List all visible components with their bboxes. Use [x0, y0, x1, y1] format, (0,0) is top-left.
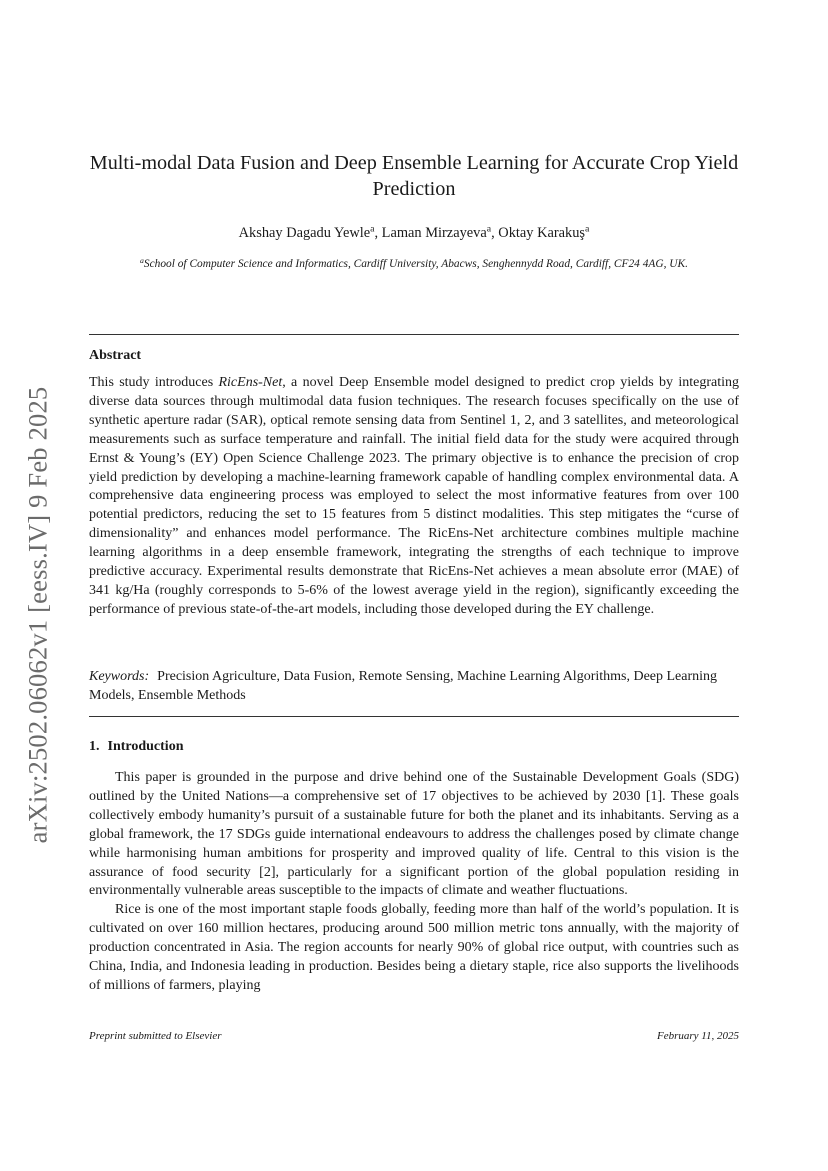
- abstract-text: , a novel Deep Ensemble model designed to predict crop yields by integrating diverse data sources through multimodal data fusion techniques. The research focuses specifically on the use of synthetic aperture radar (SAR), optical remote sensing data from Sentinel 1, 2, and 3 satellites, and meteorological measurements such as surface temperature and rainfall. The initial field data for the study were acquired through Ernst & Young’s (EY) Open Science Challenge 2023. The primary objective is to enhance the precision of crop yield prediction by developing a machine-learning framework capable of handling complex environmental data. A comprehensive data engineering process was employed to select the most informative features from over 100 potential predictors, reducing the set to 15 features from 5 distinct modalities. This step mitigates the “curse of dimensionality” and enhances model performance. The RicEns-Net architecture combines multiple machine learning algorithms in a deep ensemble framework, integrating the strengths of each technique to improve predictive accuracy. Experimental results demonstrate that RicEns-Net achieves a mean absolute error (MAE) of 341 kg/Ha (roughly corresponds to 5-6% of the lowest average yield in the region), significantly exceeding the performance of previous state-of-the-art models, including those developed during the EY challenge.: [89, 375, 740, 617]
- author-list: [88, 224, 740, 242]
- author-name: Oktay Karakuş: [498, 225, 586, 241]
- author-affiliation-mark: a: [585, 223, 590, 235]
- paper-title: Multi-modal Data Fusion and Deep Ensemble Learning for Accurate Crop Yield Prediction: [89, 152, 739, 200]
- section-title: Introduction: [107, 739, 184, 754]
- section-number: 1.: [89, 739, 100, 754]
- section-heading: [89, 739, 183, 755]
- author-separator: ,: [374, 225, 382, 241]
- abstract-body: [89, 374, 739, 620]
- keywords: [89, 667, 739, 705]
- arxiv-identifier-text: arXiv:2502.06062v1 [eess.IV] 9 Feb 2025: [22, 386, 53, 844]
- introduction-body: [89, 769, 739, 996]
- author-name: Akshay Dagadu Yewle: [238, 225, 371, 241]
- author-affiliation-mark: a: [370, 223, 375, 235]
- footer-preprint-note: Preprint submitted to Elsevier: [89, 1030, 222, 1042]
- keywords-text: Precision Agriculture, Data Fusion, Remote Sensing, Machine Learning Algorithms, Deep Learning Models, Ensemble Methods: [89, 669, 718, 703]
- affiliation: [100, 256, 728, 272]
- author-separator: ,: [491, 225, 499, 241]
- affiliation-mark: a: [140, 255, 144, 265]
- abstract-top-rule: [89, 334, 739, 335]
- keywords-label: Keywords:: [89, 669, 150, 684]
- footer-date: February 11, 2025: [657, 1030, 739, 1042]
- arxiv-identifier-stamp: [19, 372, 57, 858]
- abstract-heading: Abstract: [89, 348, 142, 363]
- author-affiliation-mark: a: [486, 223, 492, 235]
- abstract-bottom-rule: [89, 716, 739, 717]
- abstract-lead: This study introduces: [89, 375, 219, 390]
- affiliation-text: School of Computer Science and Informatics, Cardiff University, Abacws, Senghennydd Road, Cardiff, CF24 4AG, UK.: [143, 258, 688, 270]
- author-name: Laman Mirzayeva: [381, 225, 487, 241]
- paragraph: Rice is one of the most important staple foods globally, feeding more than half of the world’s population. It is cultivated on over 160 million hectares, producing around 500 million metric tons annually, with the majority of production concentrated in Asia. The region accounts for nearly 90% of global rice output, with countries such as China, India, and Indonesia leading in production. Besides being a dietary staple, rice also supports the livelihoods of millions of farmers, playing: [89, 902, 739, 993]
- model-name: RicEns-Net: [218, 375, 283, 390]
- paragraph: This paper is grounded in the purpose and drive behind one of the Sustainable Development Goals (SDG) outlined by the United Nations—a comprehensive set of 17 objectives to be achieved by 2030 [1]. These goals collectively embody humanity’s pursuit of a sustainable future for both the planet and its inhabitants. Serving as a global framework, the 17 SDGs guide international endeavours to address the challenges posed by climate change while harmonising human ambitions for prosperity and improved quality of life. Central to this vision is the assurance of food security [2], particularly for a significant portion of the global population residing in environmentally vulnerable areas susceptible to the impacts of climate and weather fluctuations.: [89, 770, 739, 899]
